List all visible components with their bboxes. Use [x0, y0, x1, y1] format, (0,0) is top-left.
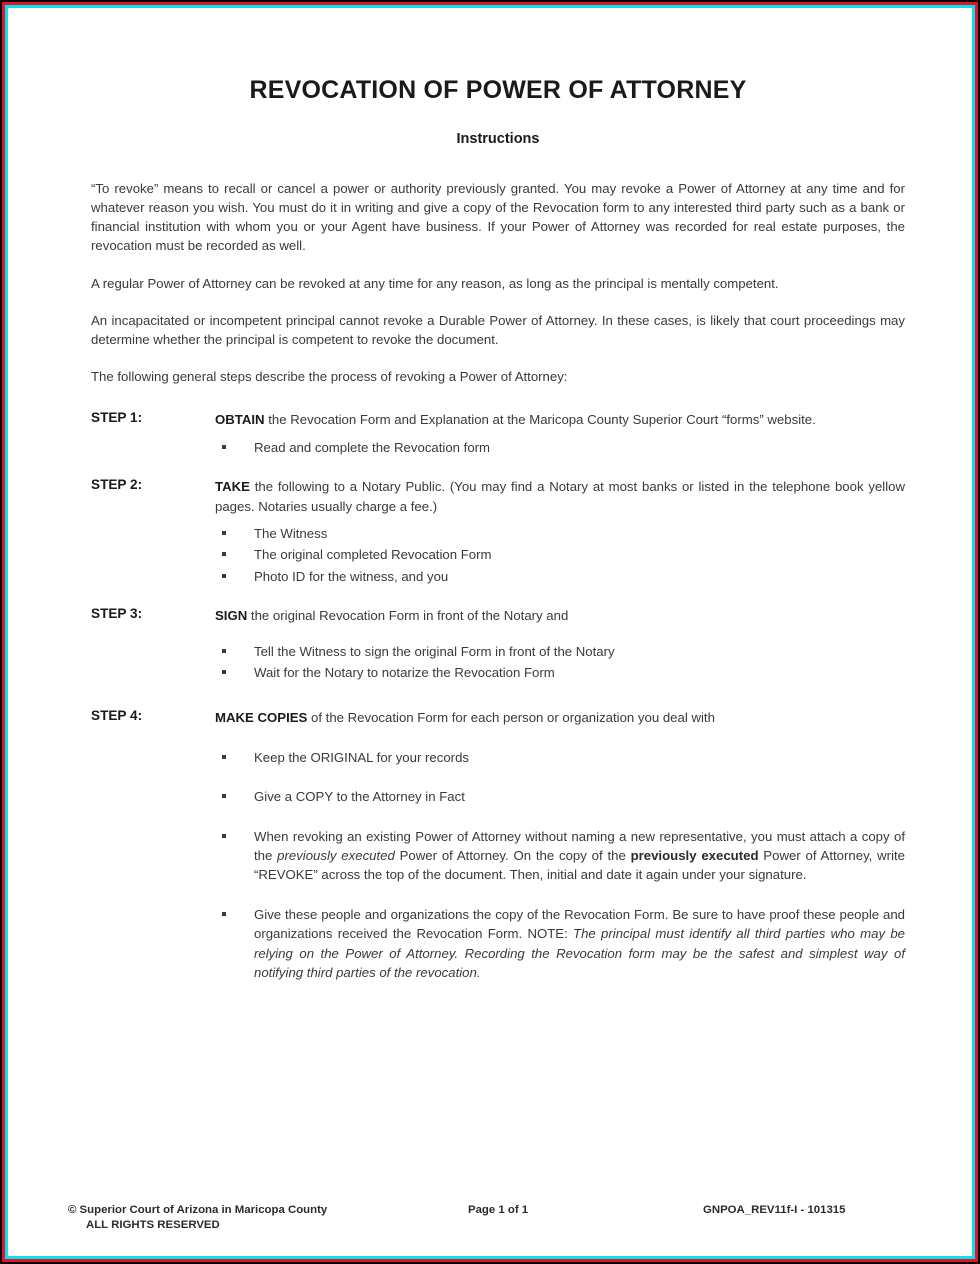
step-body-3 [215, 606, 905, 625]
step-keyword-4: MAKE COPIES [215, 710, 308, 726]
step-bullets-3 [91, 642, 905, 683]
bullet-text: Photo ID for the witness, and you [254, 568, 449, 584]
document-body [91, 76, 905, 1003]
list-item [91, 438, 905, 457]
page-footer [68, 1204, 912, 1231]
intro-paragraph-2: A regular Power of Attorney can be revoked at any time for any reason, as long as the principal is mentally competent. [91, 275, 779, 291]
bullet-text: Wait for the Notary to notarize the Revocation Form [254, 665, 555, 681]
bullet-text: The original completed Revocation Form [254, 547, 492, 563]
bullet-icon [222, 794, 226, 798]
bullet-text-part-b: Power of Attorney. On the copy of the [394, 848, 631, 864]
intro-paragraph-4: The following general steps describe the process of revoking a Power of Attorney: [91, 369, 568, 385]
bullet-icon [222, 755, 226, 759]
step-block-4 [91, 708, 905, 982]
step-body-1 [215, 410, 905, 429]
list-item [91, 545, 905, 564]
bullet-icon [222, 649, 226, 653]
step-text-1: the Revocation Form and Explanation at the Maricopa County Superior Court “forms” website. [264, 412, 816, 428]
bullet-icon [222, 445, 226, 449]
list-item [91, 827, 905, 885]
footer-form-code: GNPOA_REV11f-I - 101315 [703, 1204, 846, 1216]
steps-list [91, 410, 905, 982]
bullet-icon [222, 834, 226, 838]
bullet-text: Tell the Witness to sign the original Form in front of the Notary [254, 643, 615, 659]
step-keyword-3: SIGN [215, 608, 248, 624]
step-bullets-2 [91, 524, 905, 586]
list-item [91, 642, 905, 661]
list-item [91, 905, 905, 983]
step-text-2: the following to a Notary Public. (You may find a Notary at most banks or listed in the telephone book yellow pages. Notaries usually charge a fee.) [215, 479, 905, 514]
bullet-text-bold-b: previously executed [630, 848, 759, 864]
page-title: REVOCATION OF POWER OF ATTORNEY [249, 76, 747, 104]
bullet-text: Read and complete the Revocation form [254, 439, 491, 455]
bullet-icon [222, 552, 226, 556]
list-item [91, 663, 905, 682]
step-block-1 [91, 410, 905, 457]
list-item [91, 787, 905, 806]
step-keyword-2: TAKE [215, 479, 250, 495]
bullet-text-part-a: Give these people and organizations the copy of the Revocation Form. Be sure to have proof these people and organizations received the Revocation Form. NOTE: [254, 906, 905, 942]
bullet-icon [222, 912, 226, 916]
step-block-2 [91, 477, 905, 586]
intro-paragraph-3: An incapacitated or incompetent principal cannot revoke a Durable Power of Attorney. In these cases, is likely that court proceedings may determine whether the principal is competent to revoke the document. [91, 312, 905, 347]
step-body-4 [215, 708, 905, 727]
footer-copyright-line-1: © Superior Court of Arizona in Maricopa County [68, 1204, 328, 1216]
paper-sheet [8, 8, 972, 1256]
step-text-4: of the Revocation Form for each person or organization you deal with [307, 710, 715, 726]
bullet-text: The Witness [254, 526, 328, 541]
footer-page-number: Page 1 of 1 [468, 1204, 529, 1216]
bullet-text-italic-a: previously executed [277, 848, 395, 864]
bullet-text: Keep the ORIGINAL for your records [254, 749, 469, 765]
page-subtitle: Instructions [456, 130, 540, 147]
list-item [91, 748, 905, 767]
bullet-icon [222, 670, 226, 674]
step-keyword-1: OBTAIN [215, 412, 265, 428]
footer-copyright [68, 1204, 468, 1231]
step-label-1: STEP 1: [91, 410, 143, 426]
step-label-4: STEP 4: [91, 708, 143, 724]
step-label-3: STEP 3: [91, 606, 143, 622]
bullet-icon [222, 531, 226, 535]
intro-paragraph-1: “To revoke” means to recall or cancel a power or authority previously granted. You may revoke a Power of Attorney at any time and for whatever reason you wish. You must do it in writing and give a copy of the Revocation form to any interested third party such as a bank or financial institution with whom you or your Agent have business. If your Power of Attorney was recorded for real estate purposes, the revocation must be recorded as well. [91, 180, 905, 254]
step-bullets-4 [91, 748, 905, 983]
bullet-text: Give a COPY to the Attorney in Fact [254, 789, 465, 805]
list-item [91, 567, 905, 586]
bullet-icon [222, 574, 226, 578]
bullet-text-part-a: When revoking an existing Power of Attorney without naming a new representative, you must attach a copy of the [254, 828, 905, 864]
step-label-2: STEP 2: [91, 477, 143, 493]
step-bullets-1 [91, 438, 905, 457]
footer-copyright-line-2: ALL RIGHTS RESERVED [86, 1219, 220, 1231]
step-body-2 [215, 477, 905, 516]
bullet-text-note-italic: The principal must identify all third parties who may be relying on the Power of Attorney. Recording the Revocation form may be the safest and simplest way of notifying third parties of the revocation. [254, 926, 905, 981]
step-text-3: the original Revocation Form in front of the Notary and [247, 608, 569, 624]
bullet-text-part-c: Power of Attorney, write “REVOKE” across the top of the document. Then, initial and date it again under your signature. [254, 848, 905, 883]
step-block-3 [91, 606, 905, 682]
list-item [91, 524, 905, 543]
